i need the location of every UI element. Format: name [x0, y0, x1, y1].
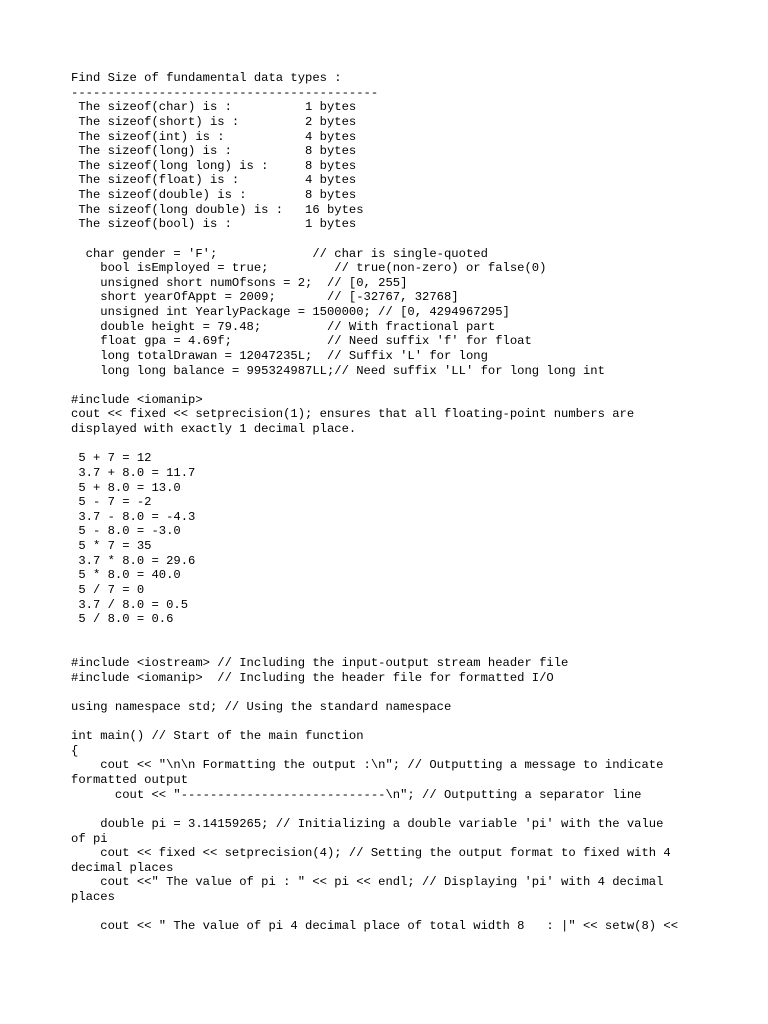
document-line: The sizeof(short) is : 2 bytes [71, 114, 357, 129]
document-line: The sizeof(long) is : 8 bytes [71, 144, 357, 159]
document-line: 5 - 7 = -2 [71, 495, 152, 510]
document-line: of pi [71, 831, 108, 846]
document-line: { [71, 743, 79, 758]
document-line: cout << "----------------------------\n"; // Outputting a separator line [71, 787, 642, 802]
document-line: places [71, 890, 115, 904]
document-line [71, 378, 711, 393]
document-line: The sizeof(bool) is : 1 bytes [71, 217, 357, 232]
document-line: The sizeof(float) is : 4 bytes [71, 173, 357, 188]
document-line: 5 * 7 = 35 [71, 539, 152, 553]
document-line: bool isEmployed = true; // true(non-zero) or false(0) [71, 261, 547, 276]
document-line: cout << "\n\n Formatting the output :\n"; // Outputting a message to indicate [71, 758, 664, 773]
document-line: char gender = 'F'; // char is single-quoted [71, 246, 488, 261]
document-line: The sizeof(int) is : 4 bytes [71, 129, 357, 144]
document-line: 5 * 8.0 = 40.0 [71, 568, 181, 583]
document-line: decimal places [71, 860, 174, 875]
document-line: #include <iostream> // Including the input-output stream header file [71, 656, 569, 670]
document-line: 3.7 - 8.0 = -4.3 [71, 509, 196, 524]
document-line [71, 232, 711, 247]
document-line: int main() // Start of the main function [71, 729, 364, 744]
document-line: #include <iomanip> [71, 392, 203, 407]
document-line: double pi = 3.14159265; // Initializing a double variable 'pi' with the value [71, 816, 664, 831]
document-line: 5 + 8.0 = 13.0 [71, 480, 181, 495]
document-line: long long balance = 995324987LL;// Need suffix 'LL' for long long int [71, 363, 605, 378]
document-line: displayed with exactly 1 decimal place. [71, 422, 357, 436]
document-line: cout << " The value of pi 4 decimal place of total width 8 : |" << setw(8) << [71, 919, 679, 934]
document-line: 5 - 8.0 = -3.0 [71, 524, 181, 539]
document-line: 5 / 7 = 0 [71, 582, 145, 597]
document-line: 3.7 + 8.0 = 11.7 [71, 465, 196, 480]
document-line [71, 802, 711, 817]
document-line: The sizeof(long double) is : 16 bytes [71, 202, 364, 217]
document-line: ------------------------------------------ [71, 85, 379, 100]
document-line [71, 905, 711, 920]
document-line: 3.7 / 8.0 = 0.5 [71, 597, 189, 612]
document-line: double height = 79.48; // With fractional part [71, 319, 496, 334]
document-line: using namespace std; // Using the standard namespace [71, 699, 452, 714]
document-line: cout <<" The value of pi : " << pi << endl; // Displaying 'pi' with 4 decimal [71, 875, 664, 890]
document-line: Find Size of fundamental data types : [71, 71, 342, 85]
document-line: 3.7 * 8.0 = 29.6 [71, 553, 196, 568]
document-line: unsigned int YearlyPackage = 1500000; // [0, 4294967295] [71, 305, 510, 319]
document-line [71, 437, 711, 452]
document-line: unsigned short numOfsons = 2; // [0, 255] [71, 275, 408, 290]
document-line: long totalDrawan = 12047235L; // Suffix 'L' for long [71, 348, 488, 363]
document-line [71, 641, 711, 656]
document-line [71, 715, 711, 730]
document-line: 5 / 8.0 = 0.6 [71, 612, 174, 627]
document-line: formatted output [71, 773, 189, 787]
document-line: The sizeof(char) is : 1 bytes [71, 100, 357, 115]
document-line: #include <iomanip> // Including the header file for formatted I/O [71, 670, 554, 685]
document-line: 5 + 7 = 12 [71, 451, 152, 466]
document-line [71, 627, 711, 642]
document-line: cout << fixed << setprecision(4); // Setting the output format to fixed with 4 [71, 846, 671, 861]
document-line: short yearOfAppt = 2009; // [-32767, 32768] [71, 290, 459, 305]
document-page [71, 71, 711, 934]
document-line [71, 685, 711, 700]
document-line: float gpa = 4.69f; // Need suffix 'f' for float [71, 334, 532, 349]
document-line: The sizeof(long long) is : 8 bytes [71, 158, 357, 173]
document-line: cout << fixed << setprecision(1); ensures that all floating-point numbers are [71, 407, 635, 422]
document-line: The sizeof(double) is : 8 bytes [71, 188, 357, 202]
